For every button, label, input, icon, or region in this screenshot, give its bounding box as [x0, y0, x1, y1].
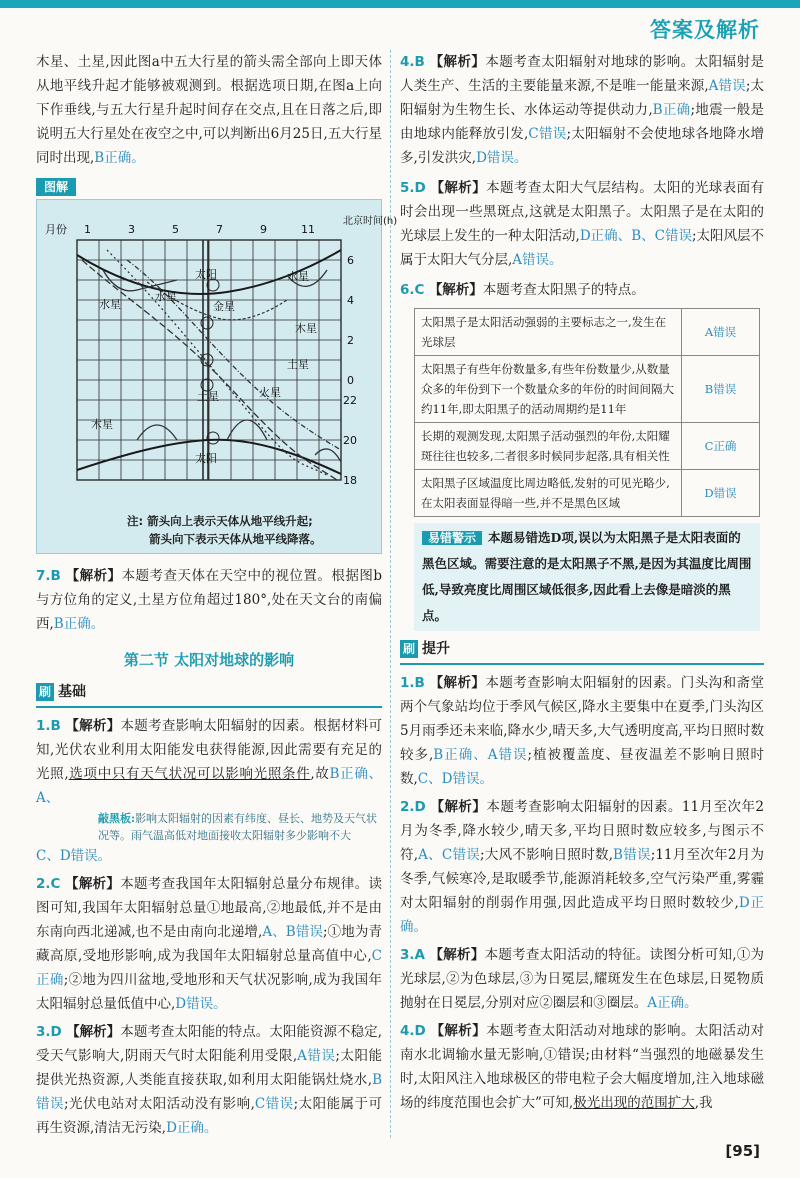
beijing-time-label: 北京时间(h) — [343, 216, 398, 227]
page-number: [95] — [725, 1142, 760, 1160]
chart-svg — [37, 200, 398, 555]
answer-text: ;太阳能属于可再生资源,清洁无污染, — [36, 1096, 382, 1136]
warning-text: 本题易错选D项,误以为太阳黑子是太阳表面的黑色区域。需要注意的是太阳黑子不黑,是因为其温度比周围低,导致亮度比周围区域低很多,因此看上去像是暗淡的黑点。 — [422, 530, 752, 623]
answer-wrong: B错误 — [613, 847, 651, 863]
sunspot-table — [414, 308, 760, 517]
question-number: 2.D — [400, 799, 426, 815]
answer-text: 本题考查太阳能的特点。太阳能资源不稳定,受天气影响大,阴雨天气时太阳能利用受限, — [36, 1024, 382, 1064]
answer-text: 、 — [473, 747, 488, 763]
saturn-label: 土星 — [197, 390, 219, 403]
jupiter-curve — [127, 260, 341, 450]
table-row — [415, 356, 760, 423]
warning-box — [414, 523, 760, 631]
answer-wrong: B错误 — [36, 1072, 382, 1112]
advance-answer-2 — [400, 795, 764, 939]
answer-ok: B正确。 — [53, 616, 105, 632]
left-column — [36, 50, 398, 1140]
section-title: 第二节 太阳对地球的影响 — [123, 651, 295, 669]
answer-text: 本题考查影响太阳辐射的因素。11月至次年2月为冬季,降水较少,晴天多,平均日照时数应较多,与图示不符, — [400, 799, 764, 863]
table-result: C正确 — [682, 423, 760, 470]
underlined-text: 选项中只有天气状况可以影响光照条件 — [68, 766, 311, 782]
answer-text: 本题考查影响太阳辐射的因素。根据材料可知,光伏农业利用太阳能发电获得能源,因此需要有充足的光照, — [36, 718, 383, 782]
answer-wrong: A、C错误 — [418, 847, 480, 863]
top-color-bar — [0, 0, 800, 8]
answer-text: 本题考查太阳黑子的特点。 — [482, 282, 645, 298]
answer-text: ;太阳风层不属于太阳大气分层, — [400, 228, 765, 268]
answer-text: 本题考查天体在天空中的视位置。根据图b与方位角的定义,土星方位角超过180°,处在天文台的南偏西, — [36, 568, 382, 632]
answer-ok: D正确。 — [400, 895, 764, 935]
answer-wrong: B、C错误 — [631, 228, 692, 244]
hour-tick: 22 — [343, 394, 357, 407]
answer-text: ;光伏电站对太阳活动没有影响, — [63, 1096, 255, 1112]
intro-ok: B正确。 — [94, 150, 145, 166]
answer-text: ;②地为四川盆地,受地形和天气状况影响,成为我国年太阳辐射总量低值中心, — [36, 972, 382, 1012]
answer-text: 本题考查影响太阳辐射的因素。门头沟和斋堂两个气象站均位于季风气候区,降水主要集中在夏季,门头沟区5月雨季还未来临,降水少,晴天多,大气透明度高,平均日照时数较多, — [400, 675, 765, 763]
month-tick: 7 — [216, 223, 223, 236]
mercury-label: 水星 — [99, 298, 121, 311]
answer-text: ;太阳辐射为生物生长、水体运动等提供动力, — [400, 78, 764, 118]
question-number: 7.B — [36, 568, 61, 584]
hour-tick: 4 — [347, 294, 354, 307]
answer-text: 、 — [617, 228, 632, 244]
analysis-tag: 【解析】 — [430, 180, 487, 196]
hour-tick: 18 — [343, 474, 357, 487]
table-cell: 太阳黑子有些年份数量多,有些年份数量少,从数量众多的年份到下一个数量众多的年份的时间间隔大约11年,即太阳黑子的活动周期约是11年 — [415, 356, 682, 423]
analysis-tag: 【解析】 — [65, 568, 122, 584]
answer-6 — [400, 278, 764, 302]
figure-note-line: 箭头向下表示天体从地平线降落。 — [149, 532, 322, 546]
mars-label: 火星 — [259, 386, 281, 399]
answer-5 — [400, 176, 764, 272]
answer-4 — [400, 50, 764, 170]
answer-text: 本题考查太阳活动的特征。读图分析可知,①为光球层,②为色球层,③为日冕层,耀斑发生在色球层,日冕物质抛射在日冕层,分别对应②圈层和③圈层。 — [400, 947, 765, 1011]
band-advance — [400, 637, 764, 665]
answer-text: ;太阳辐射不会使地球各地降水增多,引发洪灾, — [400, 126, 764, 166]
answer-wrong: A错误 — [708, 78, 746, 94]
question-number: 5.D — [400, 180, 426, 196]
answer-ok: C正确 — [36, 948, 382, 988]
question-number: 1.B — [36, 718, 61, 734]
answer-text: ;①地为青藏高原,受地形影响,成为我国年太阳辐射总量高值中心, — [36, 924, 382, 964]
hour-tick: 6 — [347, 254, 354, 267]
answer-wrong: D错误。 — [175, 996, 227, 1012]
answer-wrong: A错误。 — [512, 252, 563, 268]
answer-ok: B正确 — [433, 747, 474, 763]
band-basic — [36, 680, 382, 708]
basic-answer-2 — [36, 872, 382, 1016]
answer-text: 本题考查太阳活动对地球的影响。太阳活动对南水北调输水量无影响,①错误;由材料“当强烈的地磁暴发生时,太阳风注入地球极区的带电粒子会大幅度增加,注入地球磁场的纬度范围也会扩大”可知, — [400, 1023, 765, 1111]
note-badge: 敲黑板: — [98, 812, 136, 825]
warning-tag: 易错警示 — [422, 531, 482, 545]
planet-rise-chart — [36, 199, 398, 554]
question-number: 2.C — [36, 876, 61, 892]
answer-wrong: A、B错误 — [262, 924, 324, 940]
mercury-curve — [103, 270, 177, 291]
figure-note-line: 注: 箭头向上表示天体从地平线升起; — [127, 514, 313, 528]
question-number: 3.A — [400, 947, 425, 963]
answer-text: ;大风不影响日照时数, — [480, 847, 614, 863]
underlined-text: 极光出现的范围扩大 — [573, 1095, 695, 1111]
hour-tick: 20 — [343, 434, 357, 447]
table-cell: 太阳黑子区域温度比周边略低,发射的可见光略少,在太阳表面显得暗一些,并不是黑色区域 — [415, 470, 682, 517]
answer-text: 本题考查我国年太阳辐射总量分布规律。读图可知,我国年太阳辐射总量①地最高,②地最低,并不是由东南向西北递减,也不是由南向北递增, — [36, 876, 383, 940]
analysis-tag: 【解析】 — [428, 282, 483, 298]
table-row — [415, 470, 760, 517]
answer-text: ;植被覆盖度、昼夜温差不影响日照时数, — [400, 747, 764, 787]
advance-answer-3 — [400, 943, 764, 1015]
mercury-label: 水星 — [155, 290, 177, 303]
answer-ok: 、A、 — [36, 766, 383, 806]
month-tick: 9 — [260, 223, 267, 236]
table-row — [415, 309, 760, 356]
basic-answer-1 — [36, 714, 382, 810]
column-divider — [390, 50, 391, 1138]
table-result: D错误 — [682, 470, 760, 517]
venus-label: 金星 — [213, 300, 235, 313]
intro-text: 木星、土星,因此图a中五大行星的箭头需全部向上即天体从地平线升起才能够被观测到。根据选项日期,在图a上向下作垂线,与五大行星升起时间存在交点,且在日落之后,即说明五大行星处在夜空之中,可以判断出6月25日,五大行星同时出现, — [36, 54, 382, 166]
answer-text: ;地震一般是由地球内能释放引发, — [400, 102, 764, 142]
answer-text: ;太阳能提供光热资源,人类能直接获取,如利用太阳能锅灶烧水, — [36, 1048, 382, 1088]
table-row — [415, 423, 760, 470]
jupiter-label: 木星 — [91, 418, 113, 431]
table-cell: 太阳黑子是太阳活动强弱的主要标志之一,发生在光球层 — [415, 309, 682, 356]
analysis-tag: 【解析】 — [65, 718, 121, 734]
answer-wrong: A错误 — [297, 1048, 336, 1064]
analysis-tag: 【解析】 — [66, 1024, 121, 1040]
jupiter-label: 木星 — [295, 322, 317, 335]
right-column — [400, 50, 764, 1115]
analysis-tag: 【解析】 — [430, 799, 487, 815]
answer-wrong: C错误 — [254, 1096, 294, 1112]
brush-icon: 刷 — [36, 683, 54, 701]
question-number: 4.D — [400, 1023, 426, 1039]
figure-tag: 图解 — [36, 178, 76, 196]
jupiter-low-curve — [227, 420, 267, 440]
note-text: 影响太阳辐射的因素有纬度、昼长、地势及天气状况等。雨气温高低对地面接收太阳辐射多少影响不大 — [98, 812, 378, 842]
answer-text: 本题考查太阳辐射对地球的影响。太阳辐射是人类生产、生活的主要能量来源,不是唯一能量来源, — [400, 54, 765, 94]
analysis-tag: 【解析】 — [429, 54, 486, 70]
advance-answer-4 — [400, 1019, 764, 1115]
page-number-value: 95 — [732, 1142, 754, 1160]
month-tick: 11 — [301, 223, 315, 236]
figure-note — [127, 512, 322, 548]
question-number: 6.C — [400, 282, 425, 298]
answer-wrong: C错误 — [528, 126, 567, 142]
sun-top-label: 太阳 — [195, 268, 217, 281]
hour-tick: 0 — [347, 374, 354, 387]
month-tick: 1 — [84, 223, 91, 236]
band-label: 基础 — [58, 684, 86, 700]
hour-tick: 2 — [347, 334, 354, 347]
answer-ok: D正确。 — [166, 1120, 218, 1136]
answer-ok: A正确。 — [647, 995, 698, 1011]
answer-text: ,故 — [310, 766, 330, 782]
intro-paragraph — [36, 50, 382, 170]
answer-wrong: C、D错误。 — [417, 771, 493, 787]
band-label: 提升 — [422, 641, 450, 657]
question-number: 3.D — [36, 1024, 62, 1040]
table-result: B错误 — [682, 356, 760, 423]
answer-text: 本题考查太阳大气层结构。太阳的光球表面有时会出现一些黑斑点,这就是太阳黑子。太阳黑子是在太阳的光球层上发生的一种太阳活动, — [400, 180, 765, 244]
table-result: A错误 — [682, 309, 760, 356]
teacher-note — [98, 810, 382, 844]
question-number: 4.B — [400, 54, 425, 70]
months-axis-label: 月份 — [45, 223, 67, 236]
basic-answer-3 — [36, 1020, 382, 1140]
question-number: 1.B — [400, 675, 425, 691]
header-title: 答案及解析 — [650, 18, 760, 42]
answer-ok: D正确 — [579, 228, 618, 244]
brush-icon: 刷 — [400, 640, 418, 658]
answer-wrong: A错误 — [487, 747, 528, 763]
answer-ok: B正确 — [652, 102, 691, 118]
answer-text: ;11月至次年2月为冬季,气候寒冷,是取暖季节,能源消耗较多,空气污染严重,雾霾对太阳辐射的削弱作用强,因此造成平均日照时数较少, — [400, 847, 764, 911]
mercury-label: 水星 — [287, 270, 309, 283]
answer-wrong: D错误。 — [476, 150, 528, 166]
analysis-tag: 【解析】 — [430, 1023, 487, 1039]
saturn-label: 土星 — [287, 358, 309, 371]
advance-answer-1 — [400, 671, 764, 791]
analysis-tag: 【解析】 — [65, 876, 121, 892]
month-tick: 5 — [172, 223, 179, 236]
answer-ok: C、D错误。 — [36, 848, 112, 864]
analysis-tag: 【解析】 — [429, 675, 486, 691]
sun-bottom-label: 太阳 — [195, 452, 217, 465]
analysis-tag: 【解析】 — [429, 947, 485, 963]
month-tick: 3 — [128, 223, 135, 236]
answer-text: ,我 — [694, 1095, 713, 1111]
answer-7 — [36, 564, 382, 636]
answer-ok: B正确 — [329, 766, 369, 782]
table-cell: 长期的观测发现,太阳黑子活动强烈的年份,太阳耀斑往往也较多,二者很多时候同步起落,具有相关性 — [415, 423, 682, 470]
